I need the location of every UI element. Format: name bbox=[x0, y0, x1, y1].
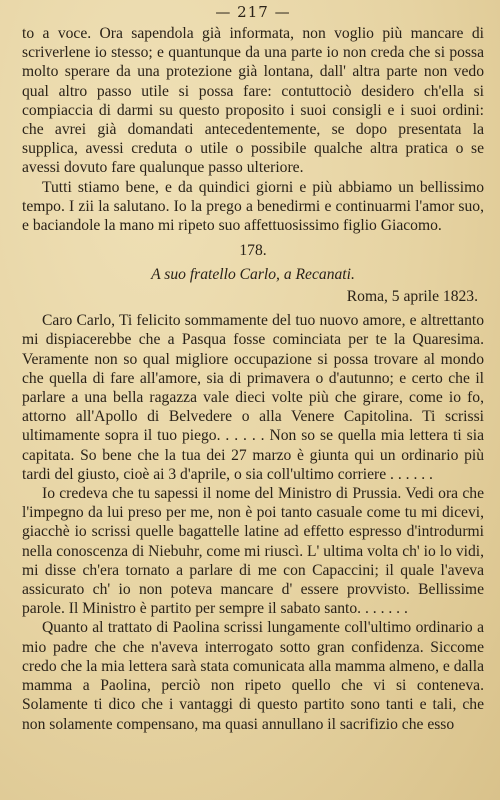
intro-paragraph-1: to a voce. Ora sapendola già informata, non voglio più mancare di scriverlene io stesso; e quantunque da una parte io non creda che si possa molto sperare da una protezione già lontana, dall' altra parte non vedo qual altro passo utile si possa fare: contuttociò desidero ch'ella si compiaccia di darmi su questo proposito i suoi consigli e i suoi ordini: che avrei già domandati antecedentemente, se dopo presentata la supplica, avessi creduta o utile o possibile qualche altra pratica o se avessi dovuto fare qualunque passo ulteriore. bbox=[22, 25, 484, 177]
letter-heading: A suo fratello Carlo, a Recanati. bbox=[151, 266, 355, 284]
letter-paragraph-3: Quanto al trattato di Paolina scrissi lungamente coll'ultimo ordinario a mio padre che che n'aveva interrogato sotto gran confidenza. Siccome credo che la mia lettera sarà stata comunicata alla mamma almeno, e dalla mamma a Paolina, perciò non ripeto quello che vi si conteneva. Solamente ti dico che i vantaggi di questo partito sono tanti e tali, che non solamente compensano, ma quasi annullano il sacrifizio che esso bbox=[22, 619, 484, 733]
letter-dateline: Roma, 5 aprile 1823. bbox=[346, 288, 478, 306]
letter-number: 178. bbox=[239, 242, 267, 260]
letter-paragraph-2: Io credeva che tu sapessi il nome del Ministro di Prussia. Vedi ora che l'impegno da lui preso per me, non è poi tanto casuale come tu mi dicevi, giacchè io scrissi quelle bagattelle latine ad effetto espresso d'introdurmi nella conoscenza di Niebuhr, come mi riuscì. L' ultima volta ch' io lo vidi, mi disse ch'era tornato a parlare di me con Capaccini; il quale l'aveva assicurato ch' io non poteva mancare d' essere provvisto. Bellissime parole. Il Ministro è partito per sempre il sabato santo. . . . . . . bbox=[22, 485, 484, 618]
letter-paragraph-1: Caro Carlo, Ti felicito sommamente del tuo nuovo amore, e altrettanto mi dispiacerebbe che a Pasqua fosse cominciata per te la Quaresima. Veramente non so qual migliore occupazione si possa trovare al mondo che quella di fare all'amore, sia di primavera o d'autunno; e certo che il parlare a una bella ragazza vale dieci volte più che girare, come io fo, attorno all'Apollo di Belvedere o alla Venere Capitolina. Ti scrissi ultimamente sopra il tuo piego. . . . . . Non so se quella mia lettera ti sia capitata. So bene che la tua dei 27 marzo è giunta qui un ordinario più tardi del giusto, cioè ai 3 d'aprile, o sia coll'ultimo corriere . . . . . . bbox=[22, 312, 484, 483]
intro-paragraph-2: Tutti stiamo bene, e da quindici giorni e più abbiamo un bellissimo tempo. I zii la salutano. Io la prego a benedirmi e continuarmi l'amor suo, e baciandole la mano mi ripeto suo affettuosissimo figlio Giacomo. bbox=[22, 178, 484, 235]
page-number: — 217 — bbox=[215, 3, 291, 21]
